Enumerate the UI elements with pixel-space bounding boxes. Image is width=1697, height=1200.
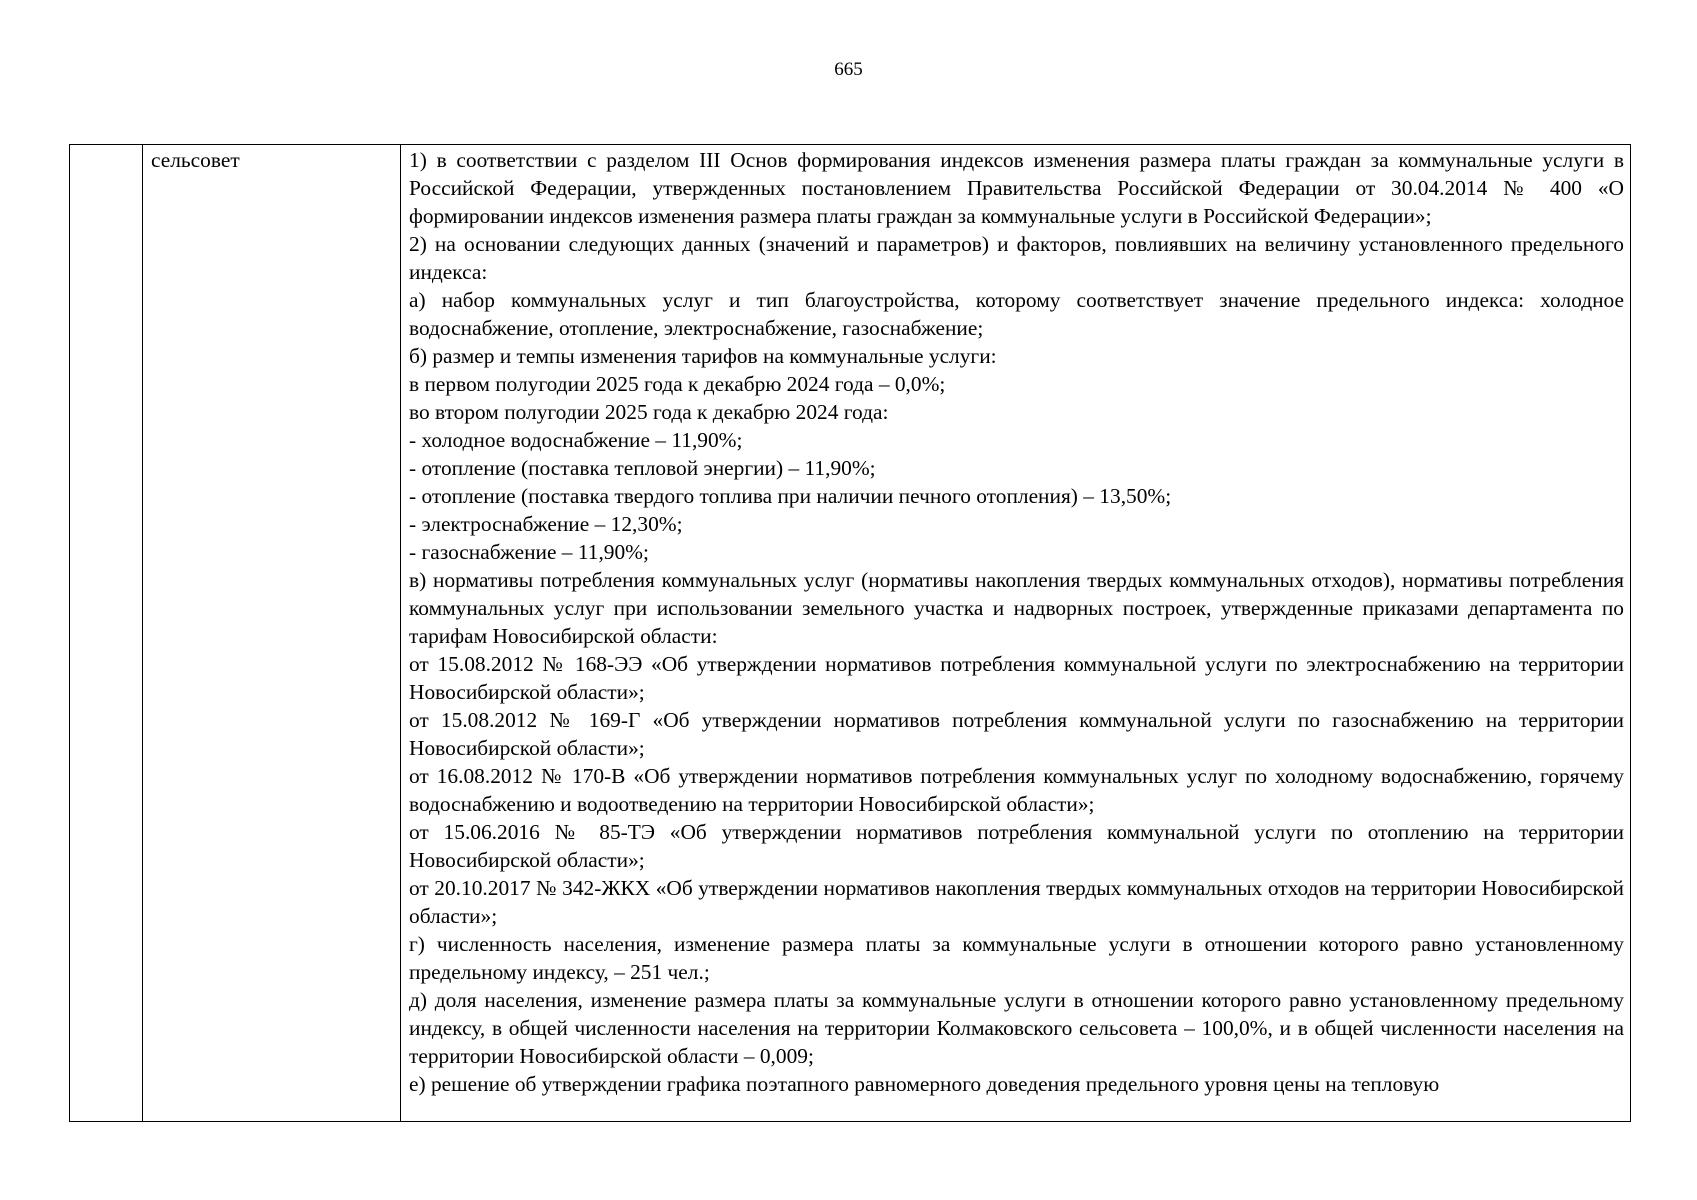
paragraph: от 15.08.2012 № 168-ЭЭ «Об утверждении нормативов потребления коммунальной услуги по электроснабжению на территории Новосибирской области»; [409, 652, 1624, 704]
paragraph: г) численность населения, изменение размера платы за коммунальные услуги в отношении которого равно установленному предельному индексу, – 251 чел.; [409, 932, 1624, 984]
paragraph: от 15.06.2016 № 85-ТЭ «Об утверждении нормативов потребления коммунальной услуги по отоплению на территории Новосибирской области»; [409, 820, 1624, 872]
paragraph: д) доля населения, изменение размера платы за коммунальные услуги в отношении которого равно установленному предельному индексу, в общей численности населения на территории Колмаковского сельсовета – 100,0%, и в общей численности населения на территории Новосибирской области – 0,009; [409, 988, 1624, 1068]
table-row [70, 145, 1631, 1122]
paragraph: - холодное водоснабжение – 11,90%; [409, 428, 743, 452]
paragraph: а) набор коммунальных услуг и тип благоустройства, которому соответствует значение предельного индекса: холодное водоснабжение, отопление, электроснабжение, газоснабжение; [409, 288, 1624, 340]
paragraph: от 15.08.2012 № 169-Г «Об утверждении нормативов потребления коммунальной услуги по газоснабжению на территории Новосибирской области»; [409, 708, 1624, 760]
paragraph: 1) в соответствии с разделом III Основ формирования индексов изменения размера платы граждан за коммунальные услуги в Российской Федерации, утвержденных постановлением Правительства Российской Федерации от 30.04.2014 № 400 «О формировании индексов изменения размера платы граждан за коммунальные услуги в Российской Федерации»; [409, 148, 1624, 228]
paragraph: б) размер и темпы изменения тарифов на коммунальные услуги: [409, 344, 997, 368]
paragraph: - газоснабжение – 11,90%; [409, 540, 649, 564]
paragraph: е) решение об утверждении графика поэтапного равномерного доведения предельного уровня цены на тепловую [409, 1072, 1440, 1096]
paragraph: во втором полугодии 2025 года к декабрю 2024 года: [409, 400, 889, 424]
paragraph: - электроснабжение – 12,30%; [409, 512, 683, 536]
page-number: 665 [834, 59, 863, 80]
paragraph: в) нормативы потребления коммунальных услуг (нормативы накопления твердых коммунальных отходов), нормативы потребления коммунальных услуг при использовании земельного участка и надворных построек, утвержденные приказами департамента по тарифам Новосибирской области: [409, 568, 1624, 648]
paragraph: - отопление (поставка тепловой энергии) – 11,90%; [409, 456, 876, 480]
paragraph: - отопление (поставка твердого топлива при наличии печного отопления) – 13,50%; [409, 484, 1172, 508]
row-number-cell [70, 145, 143, 1122]
paragraph: от 20.10.2017 № 342-ЖКХ «Об утверждении нормативов накопления твердых коммунальных отходов на территории Новосибирской области»; [409, 876, 1624, 928]
paragraph: 2) на основании следующих данных (значений и параметров) и факторов, повлиявших на величину установленного предельного индекса: [409, 232, 1624, 284]
municipality-name-cell: сельсовет [143, 145, 401, 1122]
document-table [69, 144, 1631, 1122]
justification-text-cell [401, 145, 1631, 1122]
paragraph: от 16.08.2012 № 170-В «Об утверждении нормативов потребления коммунальных услуг по холодному водоснабжению, горячему водоснабжению и водоотведению на территории Новосибирской области»; [409, 764, 1624, 816]
paragraph: в первом полугодии 2025 года к декабрю 2024 года – 0,0%; [409, 372, 946, 396]
